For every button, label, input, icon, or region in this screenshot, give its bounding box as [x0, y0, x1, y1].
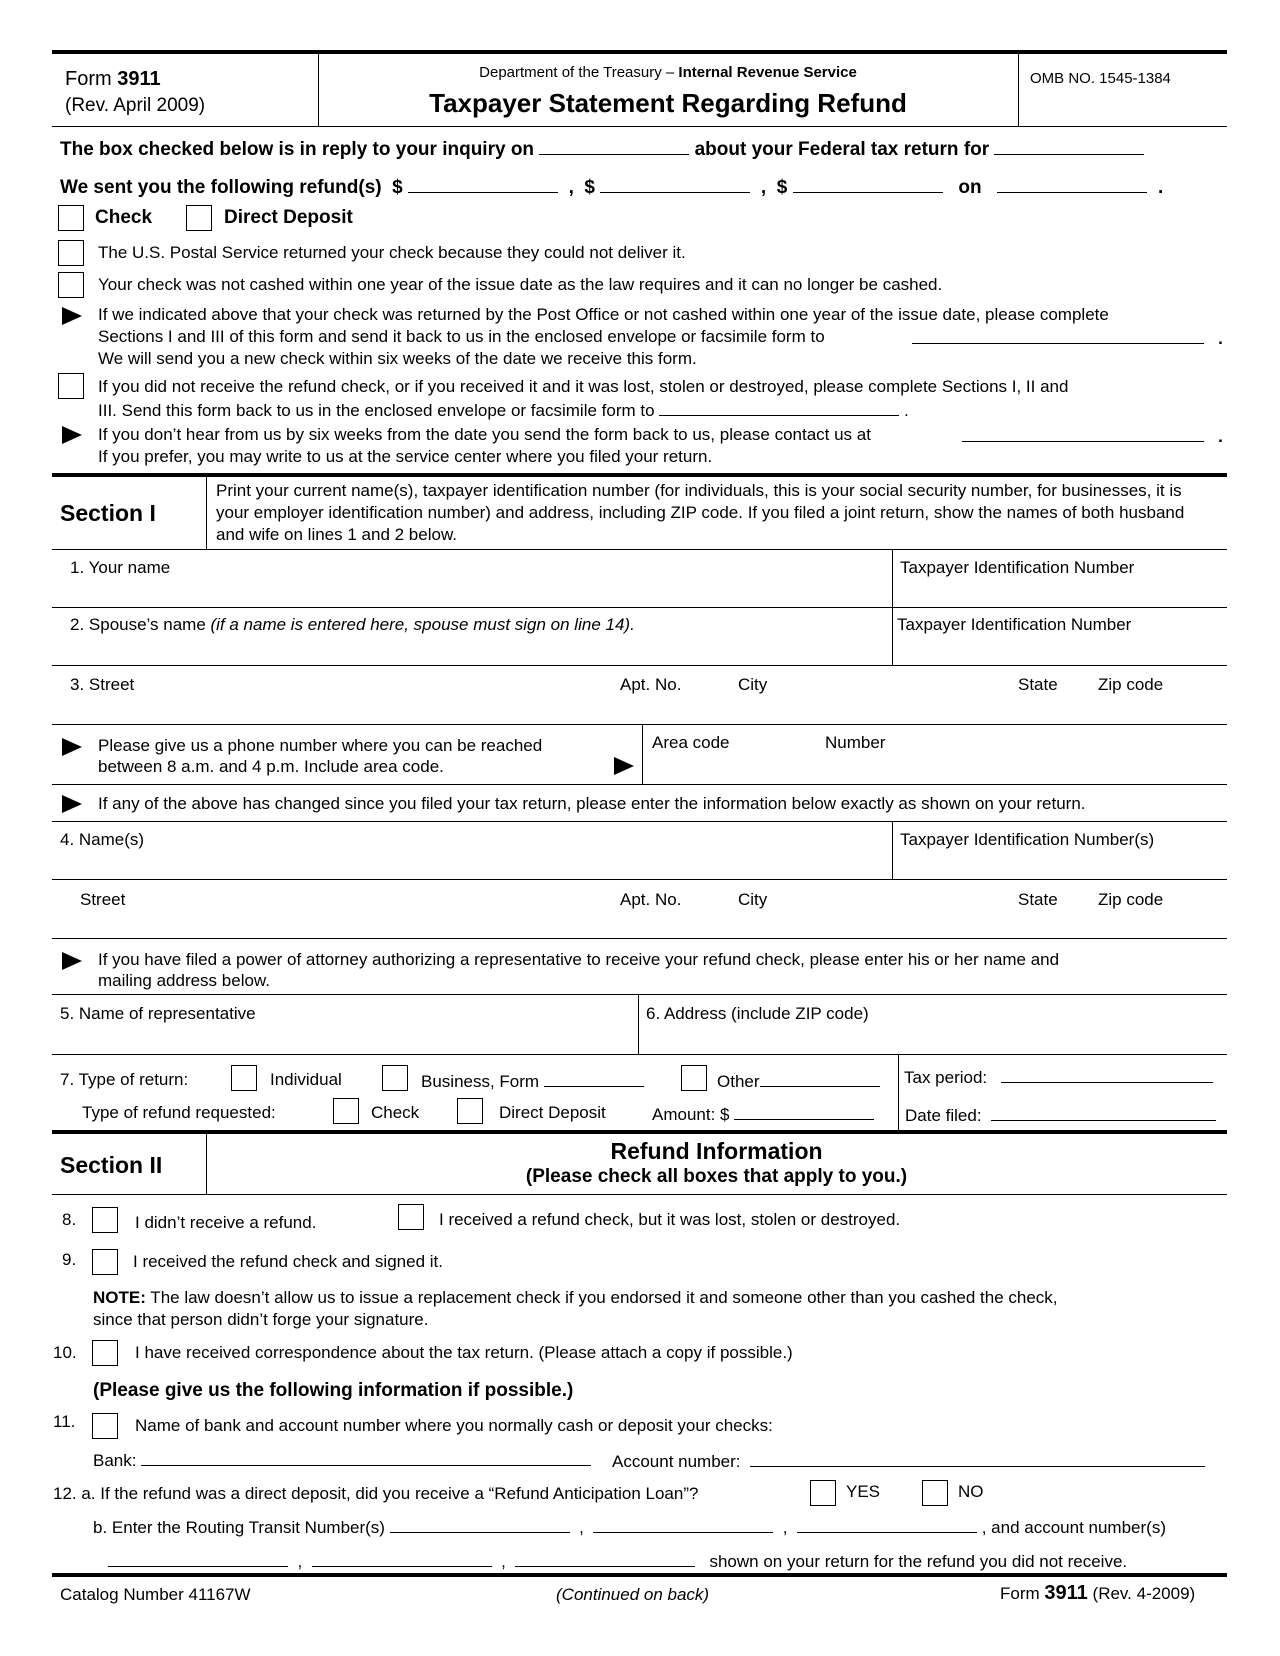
- tax-period-label: Tax period:: [904, 1066, 1213, 1088]
- rule: [52, 665, 1227, 666]
- indicated-text-2: Sections I and III of this form and send it back to us in the enclosed envelope or facsimile form to: [98, 327, 825, 346]
- date-filed-label: Date filed:: [905, 1104, 1216, 1126]
- other-label: Other: [717, 1070, 880, 1092]
- fax-number-field-row: .: [912, 327, 1223, 349]
- check-checkbox[interactable]: [58, 205, 84, 231]
- tin-label: Taxpayer Identification Number: [900, 558, 1135, 577]
- amount-label: Amount: $: [652, 1103, 874, 1125]
- section-1-label: Section I: [60, 500, 156, 526]
- arrow-icon: [62, 952, 82, 970]
- footer-form-id: Form 3911 (Rev. 4-2009): [1000, 1582, 1196, 1604]
- bottom-rule: [52, 1573, 1227, 1577]
- item-number: 8.: [62, 1210, 77, 1229]
- business-form-field[interactable]: [544, 1070, 644, 1087]
- bank-field[interactable]: [141, 1449, 591, 1466]
- not-cashed-text: Your check was not cashed within one year of the issue date as the law requires and it can no longer be cashed.: [98, 275, 943, 294]
- contact-field-row: .: [962, 425, 1223, 447]
- business-form-label: Business, Form: [421, 1070, 644, 1092]
- bank-info-checkbox[interactable]: [92, 1413, 118, 1439]
- other-checkbox[interactable]: [681, 1065, 707, 1091]
- omb-number: OMB NO. 1545-1384: [1030, 70, 1171, 87]
- apt-label-2: Apt. No.: [620, 890, 682, 909]
- check-label: Check: [95, 207, 153, 228]
- item-number: 10.: [53, 1343, 77, 1362]
- note-text-1: NOTE: The law doesn’t allow us to issue a replacement check if you endorsed it and someone other than you cashed the check,: [93, 1288, 1058, 1307]
- section-divider: [206, 475, 207, 549]
- street-label-2: Street: [80, 890, 126, 909]
- section-1-instructions: Print your current name(s), taxpayer identification number (for individuals, this is your social security number, for businesses, it is your employer identification number) and address, including ZIP code. If you filed a joint return, show the names of both husband and wife on lines 1 and 2 below.: [216, 481, 1185, 544]
- date-filed-field[interactable]: [991, 1104, 1216, 1121]
- rule: [52, 994, 1227, 995]
- signed-checkbox[interactable]: [92, 1249, 118, 1275]
- routing-number-3-field[interactable]: [797, 1516, 977, 1533]
- not-received-text-2: III. Send this form back to us in the enclosed envelope or facsimile form to .: [98, 401, 909, 420]
- rule: [52, 938, 1227, 939]
- address-label: 6. Address (include ZIP code): [646, 1004, 869, 1023]
- fax-number-field[interactable]: [912, 327, 1204, 344]
- form-revision: (Rev. April 2009): [65, 95, 206, 116]
- type-refund-label: Type of refund requested:: [82, 1103, 276, 1122]
- bank-info-text: Name of bank and account number where you normally cash or deposit your checks:: [135, 1416, 773, 1435]
- signed-text: I received the refund check and signed it.: [133, 1252, 443, 1271]
- changed-text: If any of the above has changed since you filed your tax return, please enter the information below exactly as shown on your return.: [98, 794, 1086, 813]
- zip-label: Zip code: [1098, 675, 1164, 694]
- rule: [52, 607, 1227, 608]
- lost-checkbox[interactable]: [398, 1204, 424, 1230]
- rule: [52, 126, 1227, 127]
- please-give-text: (Please give us the following information if possible.): [93, 1380, 574, 1401]
- account-number-3-field[interactable]: [515, 1550, 695, 1567]
- individual-label: Individual: [270, 1070, 342, 1089]
- zip-label-2: Zip code: [1098, 890, 1164, 909]
- tins-label: Taxpayer Identification Number(s): [900, 830, 1155, 849]
- refund-date-field[interactable]: [997, 176, 1147, 193]
- contact-phone-field[interactable]: [962, 425, 1204, 442]
- continued-on-back: (Continued on back): [556, 1585, 710, 1604]
- phone-text-1: Please give us a phone number where you can be reached: [98, 736, 543, 755]
- refund-amount-2-field[interactable]: [600, 176, 750, 193]
- header-divider: [1018, 52, 1019, 126]
- refund-amount-1-field[interactable]: [408, 176, 558, 193]
- tax-period-divider: [898, 1054, 899, 1130]
- account-number-1-field[interactable]: [108, 1550, 288, 1567]
- section-2-label: Section II: [60, 1152, 163, 1178]
- form-id: Form 3911: [65, 68, 161, 90]
- business-checkbox[interactable]: [382, 1065, 408, 1091]
- account-numbers-row: , , shown on your return for the refund you did not receive.: [108, 1550, 1127, 1572]
- bank-label: Bank:: [93, 1449, 591, 1471]
- yes-label: YES: [846, 1482, 881, 1501]
- arrow-icon: [62, 795, 82, 813]
- ral-yes-checkbox[interactable]: [810, 1480, 836, 1506]
- page-title: Taxpayer Statement Regarding Refund: [429, 88, 907, 118]
- rule: [52, 549, 1227, 550]
- other-field[interactable]: [760, 1070, 880, 1087]
- state-label-2: State: [1018, 890, 1058, 909]
- tax-period-field[interactable]: [1001, 1066, 1213, 1083]
- question-12a: 12. a. If the refund was a direct deposit, did you receive a “Refund Anticipation Loan”?: [53, 1484, 699, 1503]
- rule: [52, 784, 1227, 785]
- item-number: 9.: [62, 1250, 77, 1269]
- refund-check-label: Check: [371, 1103, 420, 1122]
- account-number-2-field[interactable]: [312, 1550, 492, 1567]
- section-rule: [52, 1130, 1227, 1134]
- refund-amount-3-field[interactable]: [793, 176, 943, 193]
- item-number: 11.: [53, 1412, 76, 1431]
- refund-direct-deposit-label: Direct Deposit: [499, 1103, 606, 1122]
- account-number-field[interactable]: [750, 1450, 1205, 1467]
- poa-text-2: mailing address below.: [98, 971, 270, 990]
- no-hear-text-2: If you prefer, you may write to us at the service center where you filed your return.: [98, 447, 713, 466]
- city-label: City: [738, 675, 768, 694]
- returned-checkbox[interactable]: [58, 240, 84, 266]
- no-label: NO: [958, 1482, 984, 1501]
- top-rule: [52, 50, 1227, 54]
- routing-number-2-field[interactable]: [593, 1516, 773, 1533]
- refunds-line: We sent you the following refund(s) $ , $ , $ on .: [60, 177, 1164, 198]
- direct-deposit-label: Direct Deposit: [224, 207, 353, 228]
- indicated-text-1: If we indicated above that your check was returned by the Post Office or not cashed within one year of the issue date, please complete: [98, 305, 1109, 324]
- rule: [52, 879, 1227, 880]
- names-label: 4. Name(s): [60, 830, 145, 849]
- inquiry-date-field[interactable]: [539, 138, 689, 155]
- arrow-icon: [62, 738, 82, 756]
- street-label: 3. Street: [70, 675, 135, 694]
- not-received-text-1: If you did not receive the refund check, or if you received it and it was lost, stolen or destroyed, please complete Sections I, II and: [98, 377, 1069, 396]
- fax-number-field-2[interactable]: [659, 399, 899, 416]
- not-cashed-checkbox[interactable]: [58, 272, 84, 298]
- tin-divider: [892, 821, 893, 879]
- area-code-label: Area code: [652, 733, 730, 752]
- section-2-subtitle: (Please check all boxes that apply to you.): [525, 1166, 908, 1187]
- not-received-checkbox[interactable]: [58, 373, 84, 399]
- arrow-icon: [62, 426, 82, 444]
- spouse-tin-label: Taxpayer Identification Number: [897, 615, 1132, 634]
- routing-number-1-field[interactable]: [390, 1516, 570, 1533]
- number-label: Number: [825, 733, 886, 752]
- account-label: Account number:: [612, 1450, 1205, 1472]
- ral-no-checkbox[interactable]: [922, 1480, 948, 1506]
- rule: [52, 724, 1227, 725]
- poa-text-1: If you have filed a power of attorney authorizing a representative to receive your refund check, please enter his or her name and: [98, 950, 1060, 969]
- catalog-number: Catalog Number 41167W: [60, 1585, 251, 1604]
- correspondence-text: I have received correspondence about the tax return. (Please attach a copy if possible.): [135, 1343, 793, 1362]
- your-name-label: 1. Your name: [70, 558, 171, 577]
- tax-return-year-field[interactable]: [994, 138, 1144, 155]
- lost-text: I received a refund check, but it was lost, stolen or destroyed.: [439, 1210, 901, 1229]
- direct-deposit-checkbox[interactable]: [186, 205, 212, 231]
- spouse-name-label: 2. Spouse’s name (if a name is entered here, spouse must sign on line 14).: [70, 615, 635, 634]
- refund-direct-deposit-checkbox[interactable]: [457, 1098, 483, 1124]
- section-2-title: Refund Information: [610, 1138, 823, 1164]
- didnt-receive-checkbox[interactable]: [92, 1207, 118, 1233]
- apt-label: Apt. No.: [620, 675, 682, 694]
- returned-text: The U.S. Postal Service returned your check because they could not deliver it.: [98, 243, 686, 262]
- amount-field[interactable]: [734, 1103, 874, 1120]
- phone-divider: [642, 724, 643, 784]
- department-line: Department of the Treasury – Internal Revenue Service: [479, 64, 857, 81]
- state-label: State: [1018, 675, 1058, 694]
- rule: [52, 1194, 1227, 1195]
- phone-text-2: between 8 a.m. and 4 p.m. Include area code.: [98, 757, 444, 776]
- type-return-label: 7. Type of return:: [60, 1070, 189, 1089]
- note-text-2: since that person didn’t forge your signature.: [93, 1310, 429, 1329]
- city-label-2: City: [738, 890, 768, 909]
- rule: [52, 1054, 1227, 1055]
- question-12b: b. Enter the Routing Transit Number(s) , , , and account number(s): [93, 1518, 1166, 1537]
- correspondence-checkbox[interactable]: [92, 1340, 118, 1366]
- indicated-text-3: We will send you a new check within six weeks of the date we receive this form.: [98, 349, 697, 368]
- individual-checkbox[interactable]: [231, 1065, 257, 1091]
- rule: [52, 821, 1227, 822]
- inquiry-line: The box checked below is in reply to your inquiry on about your Federal tax return for: [60, 138, 1144, 161]
- arrow-icon: [62, 307, 82, 325]
- refund-check-checkbox[interactable]: [333, 1098, 359, 1124]
- didnt-receive-text: I didn’t receive a refund.: [135, 1213, 317, 1232]
- no-hear-text-1: If you don’t hear from us by six weeks from the date you send the form back to us, please contact us at: [98, 425, 871, 444]
- arrow-icon: [614, 757, 634, 775]
- rep-name-label: 5. Name of representative: [60, 1004, 256, 1023]
- rep-divider: [638, 994, 639, 1054]
- section-rule: [52, 473, 1227, 477]
